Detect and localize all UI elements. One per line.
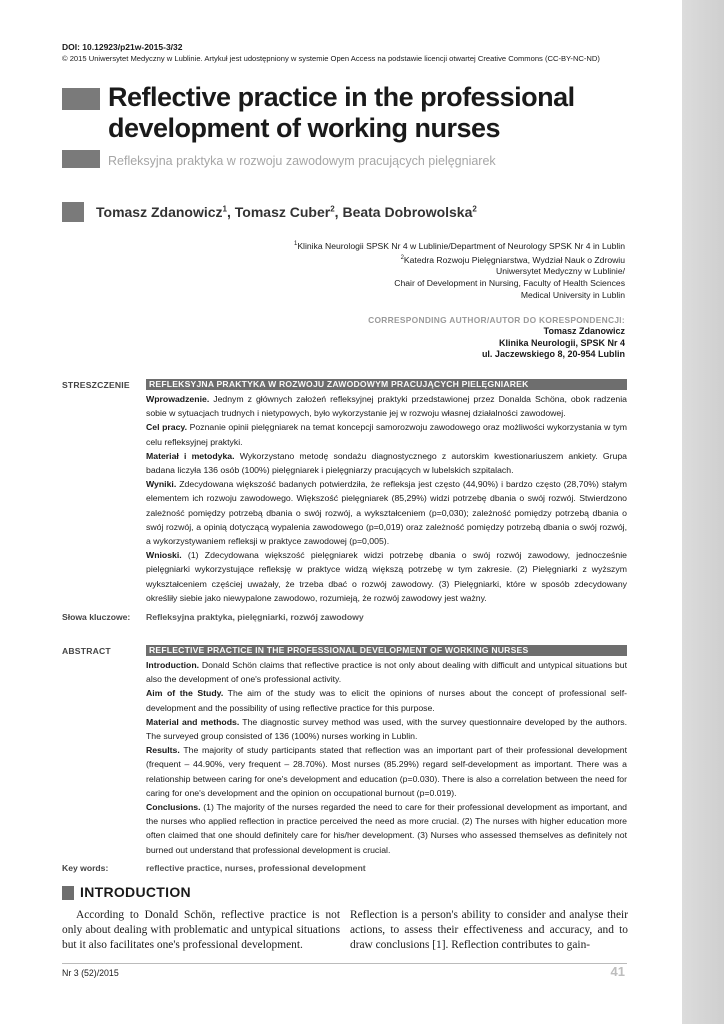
abstract-block <box>146 645 627 857</box>
intro-column-right <box>350 908 628 953</box>
article-subtitle: Refleksyjna praktyka w rozwoju zawodowym pracujących pielęgniarek <box>108 154 496 168</box>
title-line-1: Reflective practice in the professional <box>108 82 575 112</box>
keywords-label-pl: Słowa kluczowe: <box>62 612 131 622</box>
affiliation-line: $^2$Katedra Rozwoju Pielęgniarstwa, Wydział Nauk o Zdrowiu <box>400 254 625 265</box>
title-bar-decoration <box>62 88 100 110</box>
intro-paragraph: Reflection is a person's ability to consider and analyse their actions, to assess their effectiveness and accuracy, and to draw conclusions [1]. Reflection contributes to gain- <box>350 909 628 951</box>
abstract-paragraph: Introduction. Donald Schön claims that reflective practice is not only about dealing with difficult and untypical situations but also the development of one's professional activity. <box>146 660 627 685</box>
page-number: 41 <box>610 964 625 979</box>
authors: Tomasz Zdanowicz$^1$, Tomasz Cuber$^2$, Beata Dobrowolska$^2$ <box>96 204 477 220</box>
license-line: © 2015 Uniwersytet Medyczny w Lublinie. Artykuł jest udostępniony w systemie Open Access na podstawie licencji otwartej Creative Commons (CC-BY-NC-ND) <box>62 54 600 63</box>
abstract-paragraph: Conclusions. (1) The majority of the nurses regarded the need to care for their professional development as important, and the nurses who applied reflection in practice perceived the need as more crucial. (2) The nurses with higher education more often claimed that one should definitely care for his/her development. (3) Nurses who assessed themselves as definitely not burned out understand that professional development is crucial. <box>146 802 627 855</box>
intro-paragraph: According to Donald Schön, reflective practice is not only about dealing with problematic and untypical situations but it also facilitates one's professional development. <box>62 909 340 951</box>
issue-number: Nr 3 (52)/2015 <box>62 968 119 978</box>
abstract-paragraph: Wyniki. Zdecydowana większość badanych potwierdziła, że refleksja jest często (44,90%) i bardzo często (28,70%) stałym elementem ich rozwoju zawodowego. Większość pielęgniarek (85,29%) widzi potrzebę dbania o swój rozwój. Stwierdzono zależność pomiędzy potrzebą dbania o swój rozwój, a wykształceniem (p=0,030); zależność pomiędzy potrzebą dbania o swój rozwój, a opinią dotyczącą wypalenia zawodowego (p=0,019) oraz zależność pomiędzy potrzebą dbania o swój rozwój, a wykorzystywaniem refleksji w praktyce zawodowej (p=0,005). <box>146 479 627 547</box>
doi-line: DOI: 10.12923/p21w-2015-3/32 <box>62 42 183 52</box>
subtitle-bar-decoration <box>62 150 100 168</box>
abstract-heading: REFLECTIVE PRACTICE IN THE PROFESSIONAL DEVELOPMENT OF WORKING NURSES <box>146 645 627 656</box>
author-name: Beata Dobrowolska <box>342 204 473 220</box>
affiliation-line: Uniwersytet Medyczny w Lublinie/ <box>496 266 625 277</box>
section-label-english: Original Papers <box>659 408 680 543</box>
affiliations <box>225 239 625 302</box>
author-name: Tomasz Cuber <box>234 204 331 220</box>
title-line-2: development of working nurses <box>108 113 501 143</box>
correspondence-address: Tomasz Zdanowicz Klinika Neurologii, SPSK Nr 4 ul. Jaczewskiego 8, 20-954 Lublin <box>481 326 625 359</box>
keywords-pl: Refleksyjna praktyka, pielęgniarki, rozwój zawodowy <box>146 612 364 622</box>
article-title <box>108 82 618 144</box>
abstract-paragraph: Wprowadzenie. Jednym z głównych założeń refleksyjnej praktyki przedstawionej przez Donalda Schöna, obok radzenia sobie w sytuacjach trudnych i nietypowych, było wykorzystanie jej w rozwoju własnej działalności zawodowej. <box>146 394 627 419</box>
introduction-heading: INTRODUCTION <box>80 884 191 900</box>
abstract-paragraph: Cel pracy. Poznanie opinii pielęgniarek na temat koncepcji samorozwoju zawodowego oraz możliwości wykorzystania w tym celu refleksyjnej praktyki. <box>146 422 627 447</box>
abstract-label: ABSTRACT <box>62 646 111 656</box>
abstract-paragraph: Material and methods. The diagnostic survey method was used, with the survey questionnaire developed by the authors. The surveyed group consisted of 136 (100%) nurses working in Lublin. <box>146 716 627 742</box>
abstract-paragraph: Aim of the Study. The aim of the study was to elicit the opinions of nurses about the concept of professional self-development and the possibility of using reflective practice for this purpose. <box>146 688 627 713</box>
footer-divider <box>62 963 627 964</box>
author-name: Tomasz Zdanowicz <box>96 204 223 220</box>
affiliation-line: $^1$Klinika Neurologii SPSK Nr 4 w Lublinie/Department of Neurology SPSK Nr 4 in Lublin <box>293 240 625 251</box>
abstract-paragraph: Wnioski. (1) Zdecydowana większość pielęgniarek widzi potrzebę dbania o swój rozwój zawodowy, jednocześnie pielęgniarki wykorzystujące refleksję w praktyce widzą większą potrzebę w tym zakresie. (2) Pielęgniarki z wyższym wykształceniem częściej uważały, że trzeba dbać o rozwój zawodowy. (3) Pielęgniarki, które w sposób zdecydowany określiły siebie jako niewypalone zawodowo, rozumieją, że rozwój zawodowy jest ważny. <box>146 550 627 603</box>
abstract-paragraph: Results. The majority of study participants stated that reflection was an important part of their professional development (frequent – 44.90%, very frequent – 28.70%). Most nurses (85.29%) regard self-development as important. There was a relationship between caring for one's development and education (p=0.030). There is also a correlation between the need for caring for one's development and the opinion on occupational burnout (p=0.019). <box>146 745 627 798</box>
affiliation-line: Chair of Development in Nursing, Faculty of Health Sciences <box>394 278 625 289</box>
intro-column-left <box>62 908 340 953</box>
keywords-label-en: Key words: <box>62 863 109 873</box>
section-label-polish: PRACE ORYGINALNE <box>639 94 666 360</box>
streszczenie-heading: REFLEKSYJNA PRAKTYKA W ROZWOJU ZAWODOWYM PRACUJĄCYCH PIELĘGNIAREK <box>146 379 627 390</box>
abstract-paragraph: Materiał i metodyka. Wykorzystano metodę sondażu diagnostycznego z autorskim kwestionariuszem ankiety. Grupa badana liczyła 136 osób (100%) pielęgniarek i pielęgniarzy pracujących w lubelskich szpitalach. <box>146 450 627 476</box>
side-strip <box>639 0 724 1024</box>
correspondence-label: CORRESPONDING AUTHOR/AUTOR DO KORESPONDENCJI: <box>368 315 625 325</box>
introduction-bar-decoration <box>62 886 74 900</box>
affiliation-line: Medical University in Lublin <box>520 289 625 300</box>
keywords-en: reflective practice, nurses, professional development <box>146 863 366 873</box>
authors-bar-decoration <box>62 202 84 222</box>
streszczenie-block <box>146 379 627 605</box>
streszczenie-label: STRESZCZENIE <box>62 380 130 390</box>
